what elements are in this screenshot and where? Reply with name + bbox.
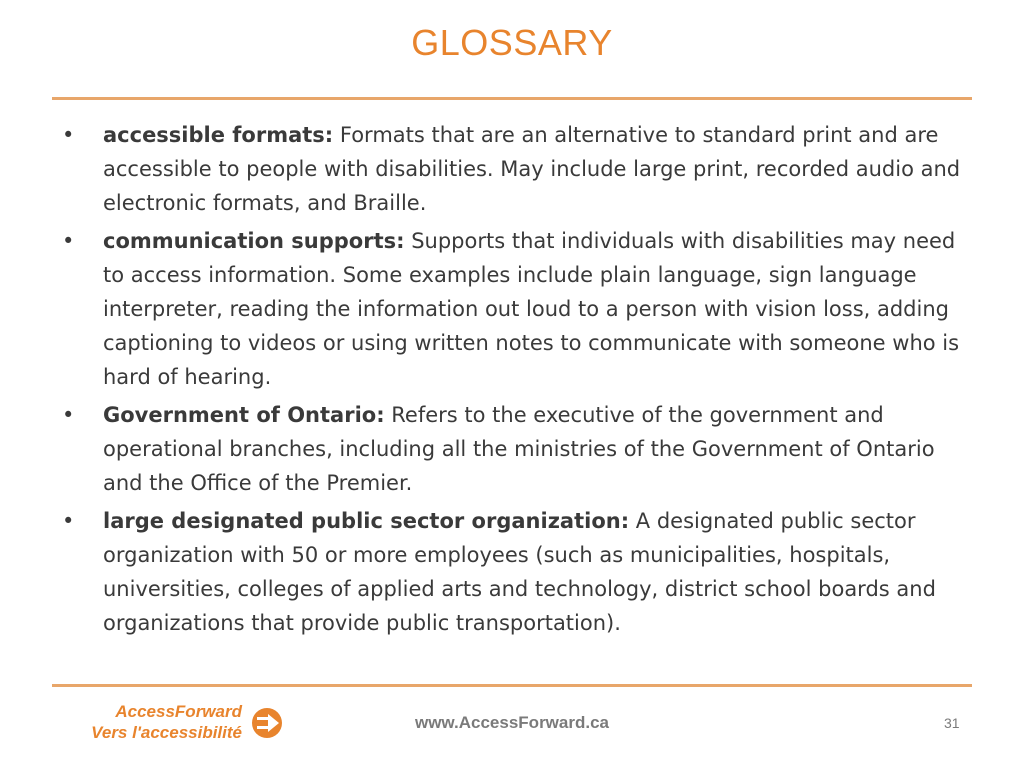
logo-text-french: Vers l'accessibilité <box>91 723 242 742</box>
glossary-definition: Formats that are an alternative to standard print and are accessible to people with disabilities. May include large print, recorded audio and electronic formats, and Braille. <box>103 123 961 215</box>
glossary-term: communication supports: <box>103 229 405 253</box>
bullet: • <box>62 123 75 147</box>
footer-url: www.AccessForward.ca <box>414 713 609 732</box>
logo-text-english: AccessForward <box>115 702 242 721</box>
glossary-term: accessible formats: <box>103 123 334 147</box>
glossary-term: large designated public sector organization: <box>103 509 630 533</box>
glossary-definition: Refers to the executive of the government and operational branches, including all the ministries of the Government of Ontario and the Office of the Premier. <box>103 403 935 495</box>
bullet: • <box>62 509 75 533</box>
glossary-item-communication-supports <box>60 224 970 394</box>
glossary-term: Government of Ontario: <box>103 403 385 427</box>
page-number: 31 <box>944 715 960 731</box>
glossary-item-accessible-formats <box>60 118 970 220</box>
footer-divider <box>52 684 972 687</box>
glossary-definition: A designated public sector organization with 50 or more employees (such as municipalities, hospitals, universities, colleges of applied arts and technology, district school boards and organizations that provide public transportation). <box>103 509 936 635</box>
bullet: • <box>62 403 75 427</box>
glossary-definition: Supports that individuals with disabilities may need to access information. Some examples include plain language, sign language interpreter, reading the information out loud to a person with vision loss, adding captioning to videos or using written notes to communicate with someone who is hard of hearing. <box>103 229 960 389</box>
title-divider <box>52 97 972 100</box>
glossary-item-large-designated-public-sector-organization <box>60 504 970 640</box>
slide-title: GLOSSARY <box>411 22 613 63</box>
bullet: • <box>62 229 75 253</box>
glossary-item-government-of-ontario <box>60 398 970 500</box>
glossary-list <box>60 118 970 644</box>
